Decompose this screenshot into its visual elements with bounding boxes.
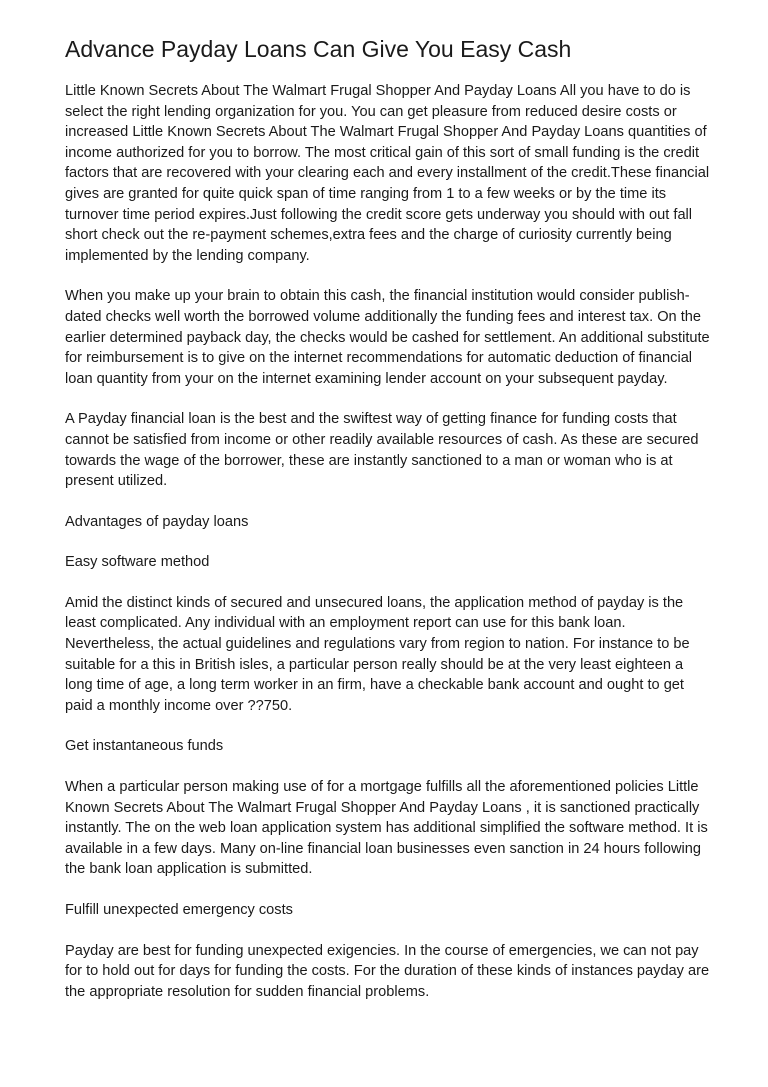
paragraph-sanction: When a particular person making use of for a mortgage fulfills all the aforementioned policies Little Known Secrets About The Walmart Frugal Shopper And Payday Loans , it is sanctioned practically instantly. The on the web loan application system has additional simplified the software method. It is available in a few days. Many on-line financial loan businesses even sanction in 24 hours following the bank loan application is submitted.	[65, 779, 708, 878]
section-heading-easy-method: Easy software method	[65, 554, 210, 571]
section-heading-emergency-costs: Fulfill unexpected emergency costs	[65, 902, 293, 918]
section-heading-instant-funds: Get instantaneous funds	[65, 738, 224, 755]
paragraph-emergencies: Payday are best for funding unexpected exigencies. In the course of emergencies, we can not pay for to hold out for days for funding the costs. For the duration of these kinds of instances payday are the appropriate resolution for sudden financial problems.	[65, 942, 710, 1000]
paragraph-checks: When you make up your brain to obtain this cash, the financial institution would consider publish-dated checks well worth the borrowed volume additionally the funding fees and interest tax. On the earlier determined payback day, the checks would be cashed for settlement. An additional substitute for reimbursement is to give on the internet recommendations for automatic deduction of financial loan quantity from your on the internet examining lender account on your subsequent payday.	[65, 288, 710, 387]
paragraph-payday-loan: A Payday financial loan is the best and the swiftest way of getting finance for funding costs that cannot be satisfied from income or other readily available resources of cash. As these are secured towards the wage of the borrower, these are instantly sanctioned to a man or woman who is at present utilized.	[65, 411, 699, 490]
paragraph-intro: Little Known Secrets About The Walmart Frugal Shopper And Payday Loans All you have to do is select the right lending organization for you. You can get pleasure from reduced desire costs or increased Little Known Secrets About The Walmart Frugal Shopper And Payday Loans quantities of income authorized for you to borrow. The most critical gain of this sort of small funding is the credit factors that are recovered with your clearing each and every installment of the credit.These financial gives are granted for quite quick span of time ranging from 1 to a few weeks or by the time its turnover time period expires.Just following the credit score gets underway you should with out fall short check out the re-payment schemes,extra fees and the charge of curiosity currently being implemented by the lending company.	[65, 83, 710, 264]
document-page	[65, 34, 713, 1022]
document-title: Advance Payday Loans Can Give You Easy Cash	[65, 36, 572, 62]
paragraph-application-method: Amid the distinct kinds of secured and unsecured loans, the application method of payday is the least complicated. Any individual with an employment report can use for this bank loan. Nevertheless, the actual guidelines and regulations vary from region to nation. For instance to be suitable for a this in British isles, a particular person really should be at the very least eighteen a long time of age, a long term worker in an firm, have a checkable bank account and ought to get paid a monthly income over ??750.	[65, 594, 690, 714]
section-heading-advantages: Advantages of payday loans	[65, 513, 249, 530]
